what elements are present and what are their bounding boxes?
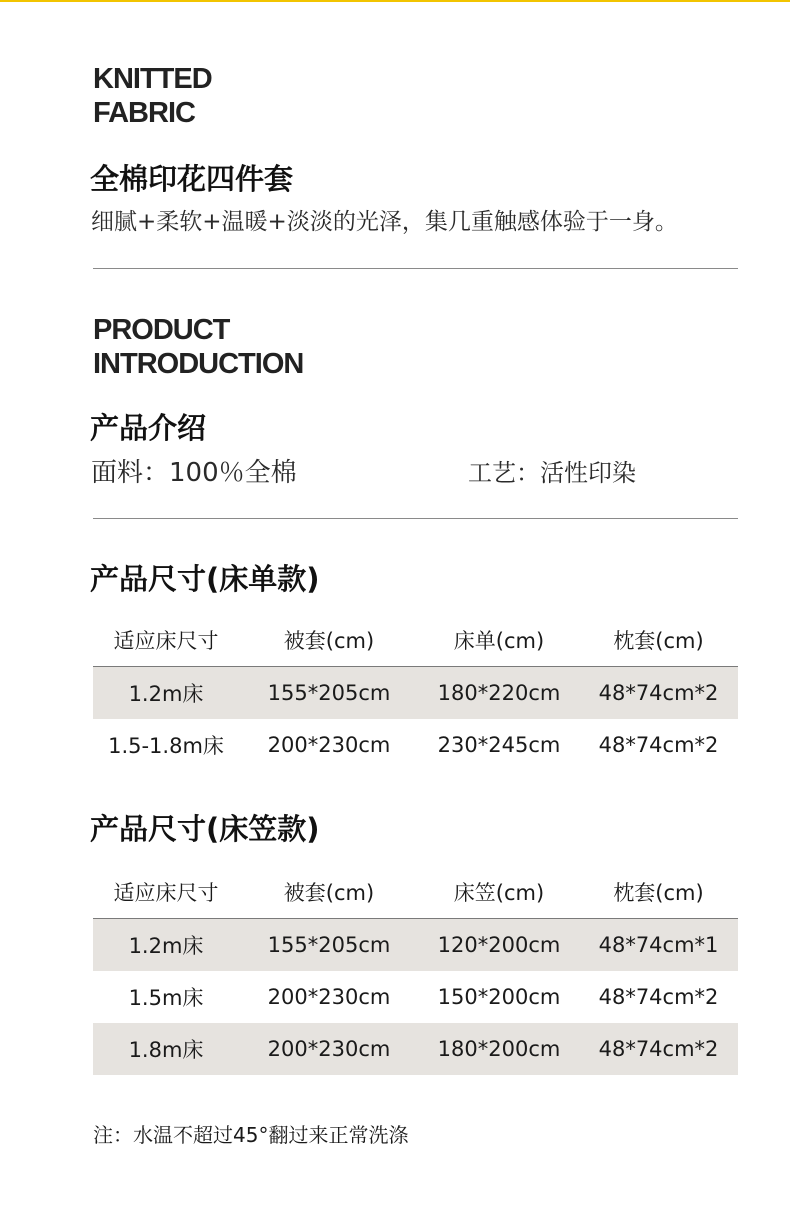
table-header xyxy=(93,866,738,919)
cell-bed-size: 1.8m床 xyxy=(128,1038,204,1062)
cell-pillowcase: 48*74cm*2 xyxy=(598,681,719,705)
header-sheet: 床单(cm) xyxy=(453,629,545,653)
cell-sheet: 230*245cm xyxy=(437,733,561,757)
cell-pillowcase: 48*74cm*2 xyxy=(598,733,719,757)
cell-duvet: 155*205cm xyxy=(267,681,391,705)
cell-bed-size: 1.2m床 xyxy=(128,682,204,706)
cell-pillowcase: 48*74cm*1 xyxy=(598,933,719,957)
table-row xyxy=(93,971,738,1023)
product-title: 全棉印花四件套 xyxy=(90,162,294,196)
craft-spec: 工艺：活性印染 xyxy=(468,459,636,487)
cell-fitted-sheet: 150*200cm xyxy=(437,985,561,1009)
cell-fitted-sheet: 180*200cm xyxy=(437,1037,561,1061)
divider-2 xyxy=(93,518,738,519)
cell-duvet: 200*230cm xyxy=(267,1037,391,1061)
cell-sheet: 180*220cm xyxy=(437,681,561,705)
table1-title: 产品尺寸(床单款) xyxy=(90,562,320,596)
cell-bed-size: 1.2m床 xyxy=(128,934,204,958)
header-pillowcase: 枕套(cm) xyxy=(613,629,704,653)
header-bed-size: 适应床尺寸 xyxy=(113,629,219,653)
product-description: 细腻+柔软+温暖+淡淡的光泽，集几重触感体验于一身。 xyxy=(91,209,678,235)
fabric-spec: 面料：100％全棉 xyxy=(91,458,297,488)
table-row xyxy=(93,919,738,971)
cell-fitted-sheet: 120*200cm xyxy=(437,933,561,957)
cell-duvet: 200*230cm xyxy=(267,733,391,757)
header-pillowcase: 枕套(cm) xyxy=(613,881,704,905)
cell-duvet: 155*205cm xyxy=(267,933,391,957)
table-row xyxy=(93,719,738,771)
cell-bed-size: 1.5-1.8m床 xyxy=(108,734,224,758)
header-duvet: 被套(cm) xyxy=(283,629,375,653)
table-row xyxy=(93,667,738,719)
washing-note: 注：水温不超过45°翻过来正常洗涤 xyxy=(93,1123,409,1147)
cell-pillowcase: 48*74cm*2 xyxy=(598,1037,719,1061)
table-row xyxy=(93,1023,738,1075)
size-table-fitted xyxy=(93,866,738,1075)
cell-pillowcase: 48*74cm*2 xyxy=(598,985,719,1009)
top-accent-line xyxy=(0,0,790,2)
knitted-heading: KNITTED xyxy=(93,63,212,95)
fabric-heading: FABRIC xyxy=(93,97,195,129)
header-fitted-sheet: 床笠(cm) xyxy=(453,881,545,905)
table-header xyxy=(93,614,738,667)
cell-duvet: 200*230cm xyxy=(267,985,391,1009)
cell-bed-size: 1.5m床 xyxy=(128,986,204,1010)
header-duvet: 被套(cm) xyxy=(283,881,375,905)
intro-title: 产品介绍 xyxy=(90,411,207,445)
divider-1 xyxy=(93,268,738,269)
header-bed-size: 适应床尺寸 xyxy=(113,881,219,905)
product-heading: PRODUCT xyxy=(93,314,230,346)
introduction-heading: INTRODUCTION xyxy=(93,348,304,380)
size-table-sheet xyxy=(93,614,738,771)
table2-title: 产品尺寸(床笠款) xyxy=(90,812,320,846)
